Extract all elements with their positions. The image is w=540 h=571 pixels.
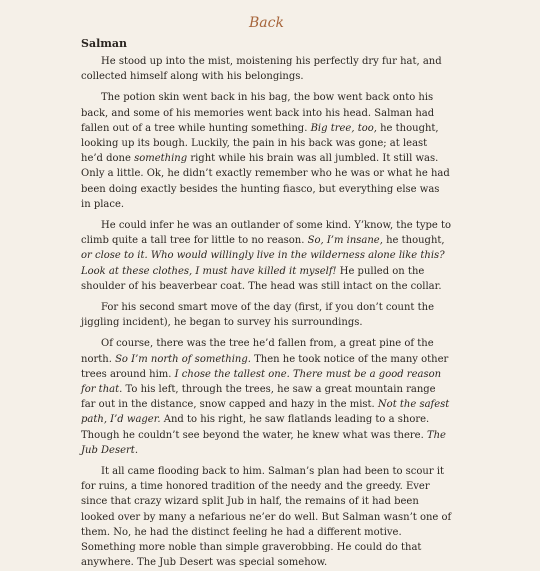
body-paragraph bbox=[81, 90, 452, 212]
italic-text: The Jub Desert. bbox=[81, 429, 446, 456]
text-run: To his left, through the trees, he saw a great mountain range far out in the distance, snow capped and hazy in the mist. bbox=[81, 384, 436, 411]
text-run: The potion skin went back in his bag, the bow went back onto his back, and some of his memories went back into his head. Salman had fallen out of a tree while hunting something. bbox=[81, 92, 435, 134]
text-run: He stood up into the mist, moistening his perfectly dry fur hat, and collected himself along with his belongings. bbox=[81, 56, 442, 83]
text-run: he thought, bbox=[382, 235, 445, 247]
chapter-body bbox=[81, 54, 452, 571]
text-run: It all came flooding back to him. Salman’s plan had been to scour it for ruins, a time honored tradition of the needy and the greedy. Ever since that crazy wizard split Jub in half, the remains of it had been looked over by many a nefarious ne’er do well. But Salman wasn’t one of them. No, he had the distinct feeling he had a different motive. Something more noble than simple graverobbing. He could do that anywhere. The Jub Desert was special somehow. bbox=[81, 466, 452, 569]
text-run: And to his right, he saw flatlands leading to a shore. Though he couldn’t see beyond the water, he knew what was there. bbox=[81, 414, 430, 441]
italic-text: Big tree, too, bbox=[310, 122, 377, 134]
body-paragraph bbox=[81, 336, 452, 458]
text-run: For his second smart move of the day (first, if you don’t count the jiggling incident), he began to survey his surroundings. bbox=[81, 302, 435, 329]
italic-text: I chose the tallest one. There must be a good reason for that. bbox=[81, 368, 442, 396]
text-run: Then he took notice of the many other trees around him. bbox=[81, 353, 449, 380]
chapter-heading: Salman bbox=[81, 37, 128, 50]
italic-text: So, I’m insane, bbox=[307, 235, 383, 247]
body-paragraph bbox=[81, 54, 452, 84]
body-paragraph bbox=[81, 464, 452, 570]
back-link[interactable]: Back bbox=[249, 15, 284, 31]
italic-text: something bbox=[134, 153, 188, 165]
italic-text: Not the safest path, I’d wager. bbox=[81, 399, 450, 426]
text-run: Of course, there was the tree he’d fallen from, a great pine of the north. bbox=[81, 338, 434, 365]
text-run: He could infer he was an outlander of some kind. Y’know, the type to climb quite a tall tree for little to no reason. bbox=[81, 220, 452, 247]
italic-text: or close to it. Who would willingly live in the wilderness alone like this? Look at these clothes, I must have killed it myself! bbox=[81, 250, 445, 277]
italic-text: So I’m north of something. bbox=[115, 353, 251, 365]
text-run: he thought, looking up its bough. Luckily, the pain in his back was gone; at least he’d done bbox=[81, 122, 439, 165]
body-paragraph bbox=[81, 300, 452, 330]
text-run: He pulled on the shoulder of his beaverbear coat. The head was still intact on the collar. bbox=[81, 265, 442, 292]
text-run: right while his brain was all jumbled. It still was. Only a little. Ok, he didn’t exactly remember who he was or what he had been doing exactly besides the hunting fiasco, but everything else was in place. bbox=[81, 153, 450, 210]
body-paragraph bbox=[81, 218, 452, 294]
